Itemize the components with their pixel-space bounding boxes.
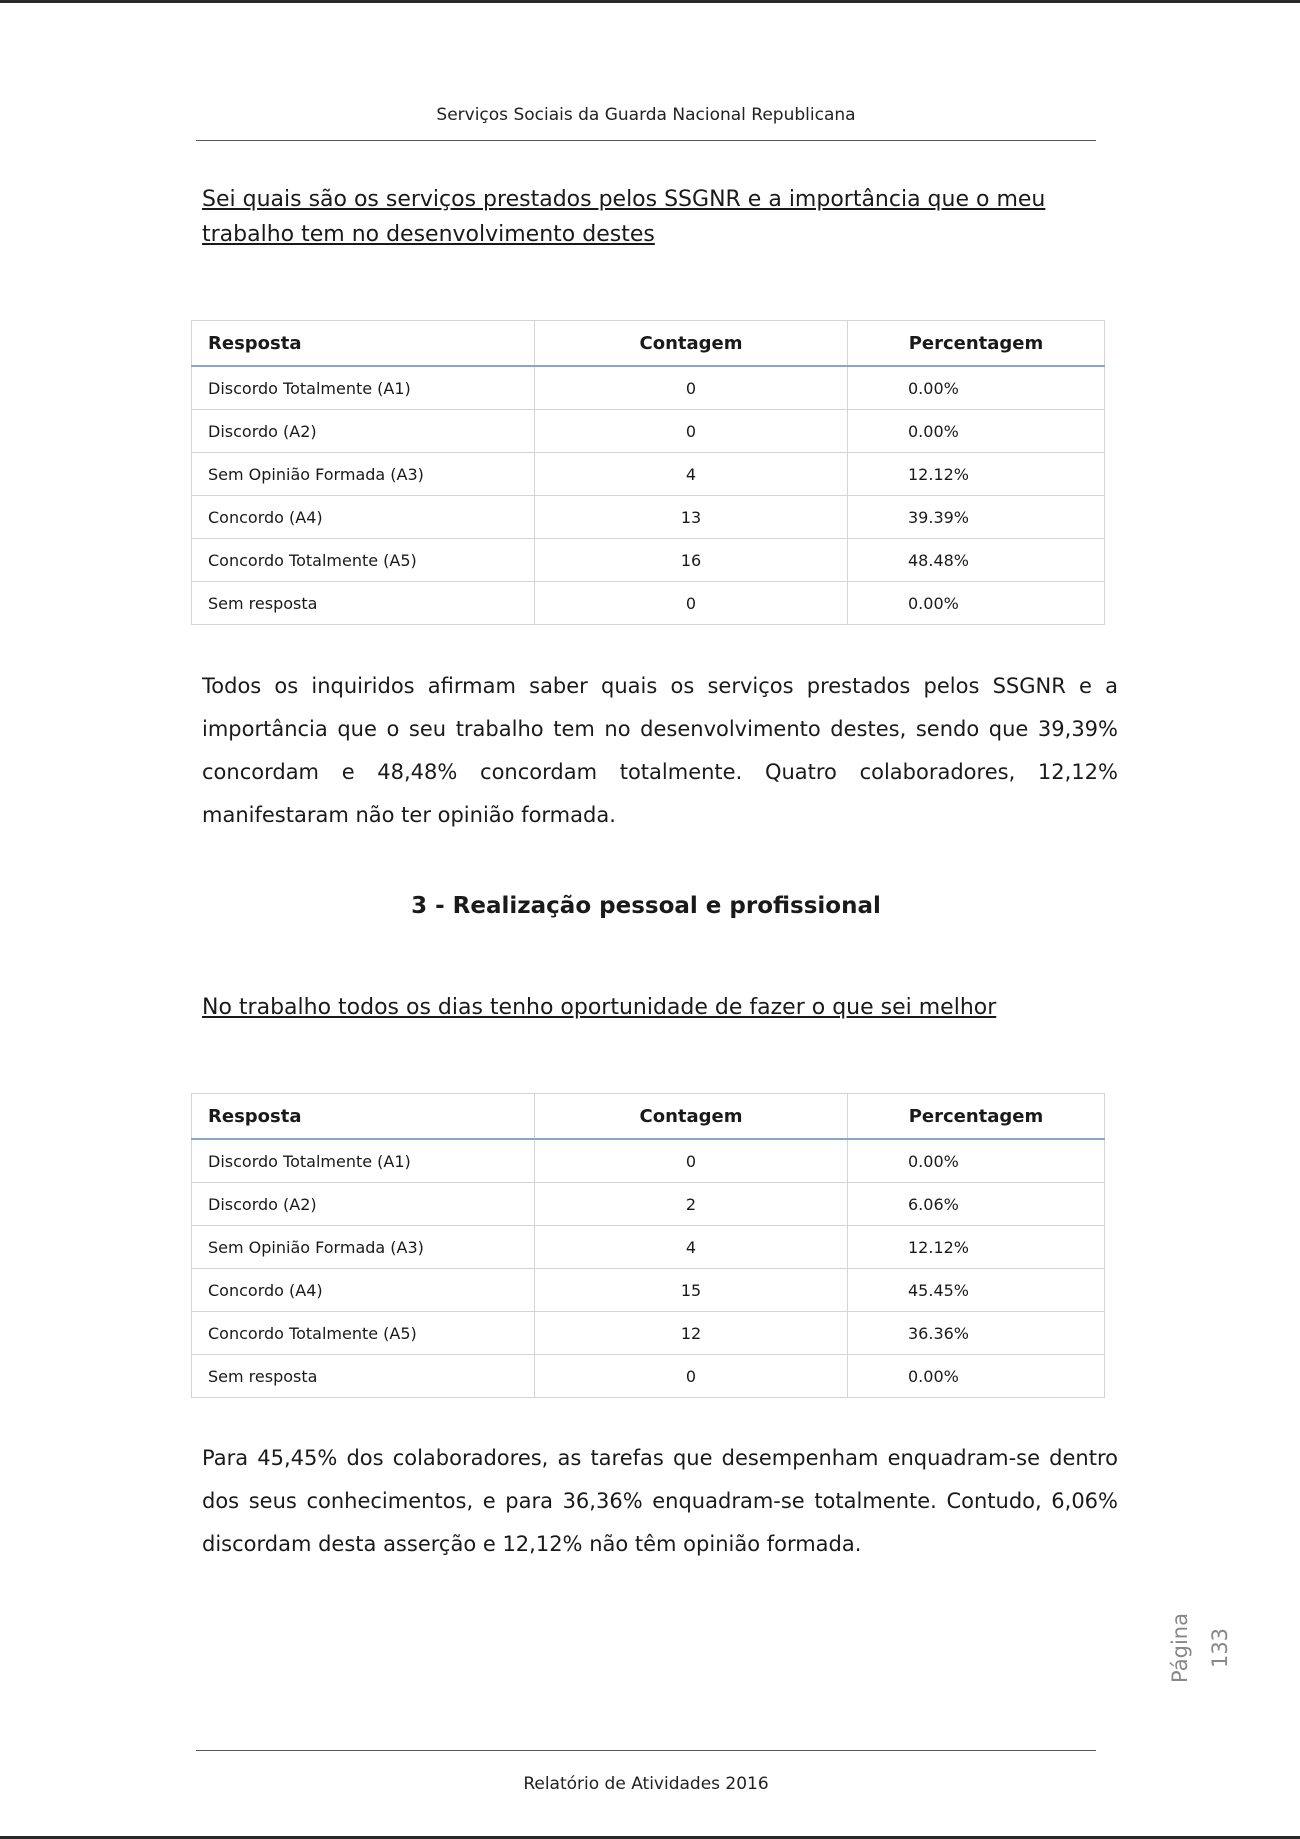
table-row: [192, 1226, 1105, 1269]
cell-percentagem: 0.00%: [848, 1139, 1105, 1183]
cell-contagem: 0: [535, 582, 848, 625]
cell-contagem: 2: [535, 1183, 848, 1226]
cell-percentagem: 39.39%: [848, 496, 1105, 539]
cell-contagem: 0: [535, 366, 848, 410]
page-number: Página 133: [1168, 1613, 1232, 1683]
cell-resposta: Discordo (A2): [192, 1183, 535, 1226]
header-percentagem: Percentagem: [848, 1094, 1105, 1140]
table-row: [192, 496, 1105, 539]
response-table-2: [191, 1093, 1105, 1398]
header-percentagem: Percentagem: [848, 321, 1105, 367]
cell-percentagem: 12.12%: [848, 453, 1105, 496]
cell-contagem: 13: [535, 496, 848, 539]
cell-resposta: Discordo Totalmente (A1): [192, 1139, 535, 1183]
table-header-row: [192, 321, 1105, 367]
response-table-1: [191, 320, 1105, 625]
header-resposta: Resposta: [192, 1094, 535, 1140]
cell-percentagem: 6.06%: [848, 1183, 1105, 1226]
question-2-title: No trabalho todos os dias tenho oportunidade de fazer o que sei melhor: [202, 995, 997, 1020]
cell-percentagem: 0.00%: [848, 1355, 1105, 1398]
header-contagem: Contagem: [535, 321, 848, 367]
table-row: [192, 539, 1105, 582]
cell-resposta: Concordo Totalmente (A5): [192, 539, 535, 582]
cell-contagem: 0: [535, 1139, 848, 1183]
table-row: [192, 1139, 1105, 1183]
cell-resposta: Discordo (A2): [192, 410, 535, 453]
cell-contagem: 0: [535, 1355, 848, 1398]
cell-resposta: Sem resposta: [192, 582, 535, 625]
cell-percentagem: 48.48%: [848, 539, 1105, 582]
cell-percentagem: 0.00%: [848, 366, 1105, 410]
cell-percentagem: 45.45%: [848, 1269, 1105, 1312]
cell-resposta: Sem resposta: [192, 1355, 535, 1398]
paragraph-1: Todos os inquiridos afirmam saber quais os serviços prestados pelos SSGNR e a importância que o seu trabalho tem no desenvolvimento destes, sendo que 39,39% concordam e 48,48% concordam totalmente. Quatro colaboradores, 12,12% manifestaram não ter opinião formada.: [202, 674, 1118, 827]
question-1-title: Sei quais são os serviços prestados pelos SSGNR e a importância que o meu trabalho tem no desenvolvimento destes: [202, 187, 1046, 247]
cell-contagem: 4: [535, 1226, 848, 1269]
cell-contagem: 0: [535, 410, 848, 453]
cell-resposta: Sem Opinião Formada (A3): [192, 453, 535, 496]
page-footer: Relatório de Atividades 2016: [523, 1774, 769, 1794]
page-top-border: [0, 0, 1300, 3]
footer-rule: [196, 1750, 1096, 1751]
table-row: [192, 366, 1105, 410]
cell-contagem: 16: [535, 539, 848, 582]
cell-percentagem: 0.00%: [848, 582, 1105, 625]
cell-percentagem: 12.12%: [848, 1226, 1105, 1269]
table-row: [192, 1312, 1105, 1355]
cell-percentagem: 0.00%: [848, 410, 1105, 453]
header-rule: [196, 140, 1096, 141]
cell-resposta: Concordo (A4): [192, 1269, 535, 1312]
table-row: [192, 410, 1105, 453]
table-row: [192, 1355, 1105, 1398]
cell-percentagem: 36.36%: [848, 1312, 1105, 1355]
cell-resposta: Discordo Totalmente (A1): [192, 366, 535, 410]
cell-resposta: Sem Opinião Formada (A3): [192, 1226, 535, 1269]
cell-contagem: 12: [535, 1312, 848, 1355]
section-3-title: 3 - Realização pessoal e profissional: [411, 893, 881, 919]
table-row: [192, 1183, 1105, 1226]
table-row: [192, 453, 1105, 496]
cell-contagem: 15: [535, 1269, 848, 1312]
cell-resposta: Concordo Totalmente (A5): [192, 1312, 535, 1355]
table-header-row: [192, 1094, 1105, 1140]
table-row: [192, 1269, 1105, 1312]
table-row: [192, 582, 1105, 625]
header-resposta: Resposta: [192, 321, 535, 367]
page-header: Serviços Sociais da Guarda Nacional Republicana: [436, 105, 856, 125]
cell-resposta: Concordo (A4): [192, 496, 535, 539]
header-contagem: Contagem: [535, 1094, 848, 1140]
paragraph-2: Para 45,45% dos colaboradores, as tarefas que desempenham enquadram-se dentro dos seus conhecimentos, e para 36,36% enquadram-se totalmente. Contudo, 6,06% discordam desta asserção e 12,12% não têm opinião formada.: [202, 1446, 1118, 1556]
cell-contagem: 4: [535, 453, 848, 496]
